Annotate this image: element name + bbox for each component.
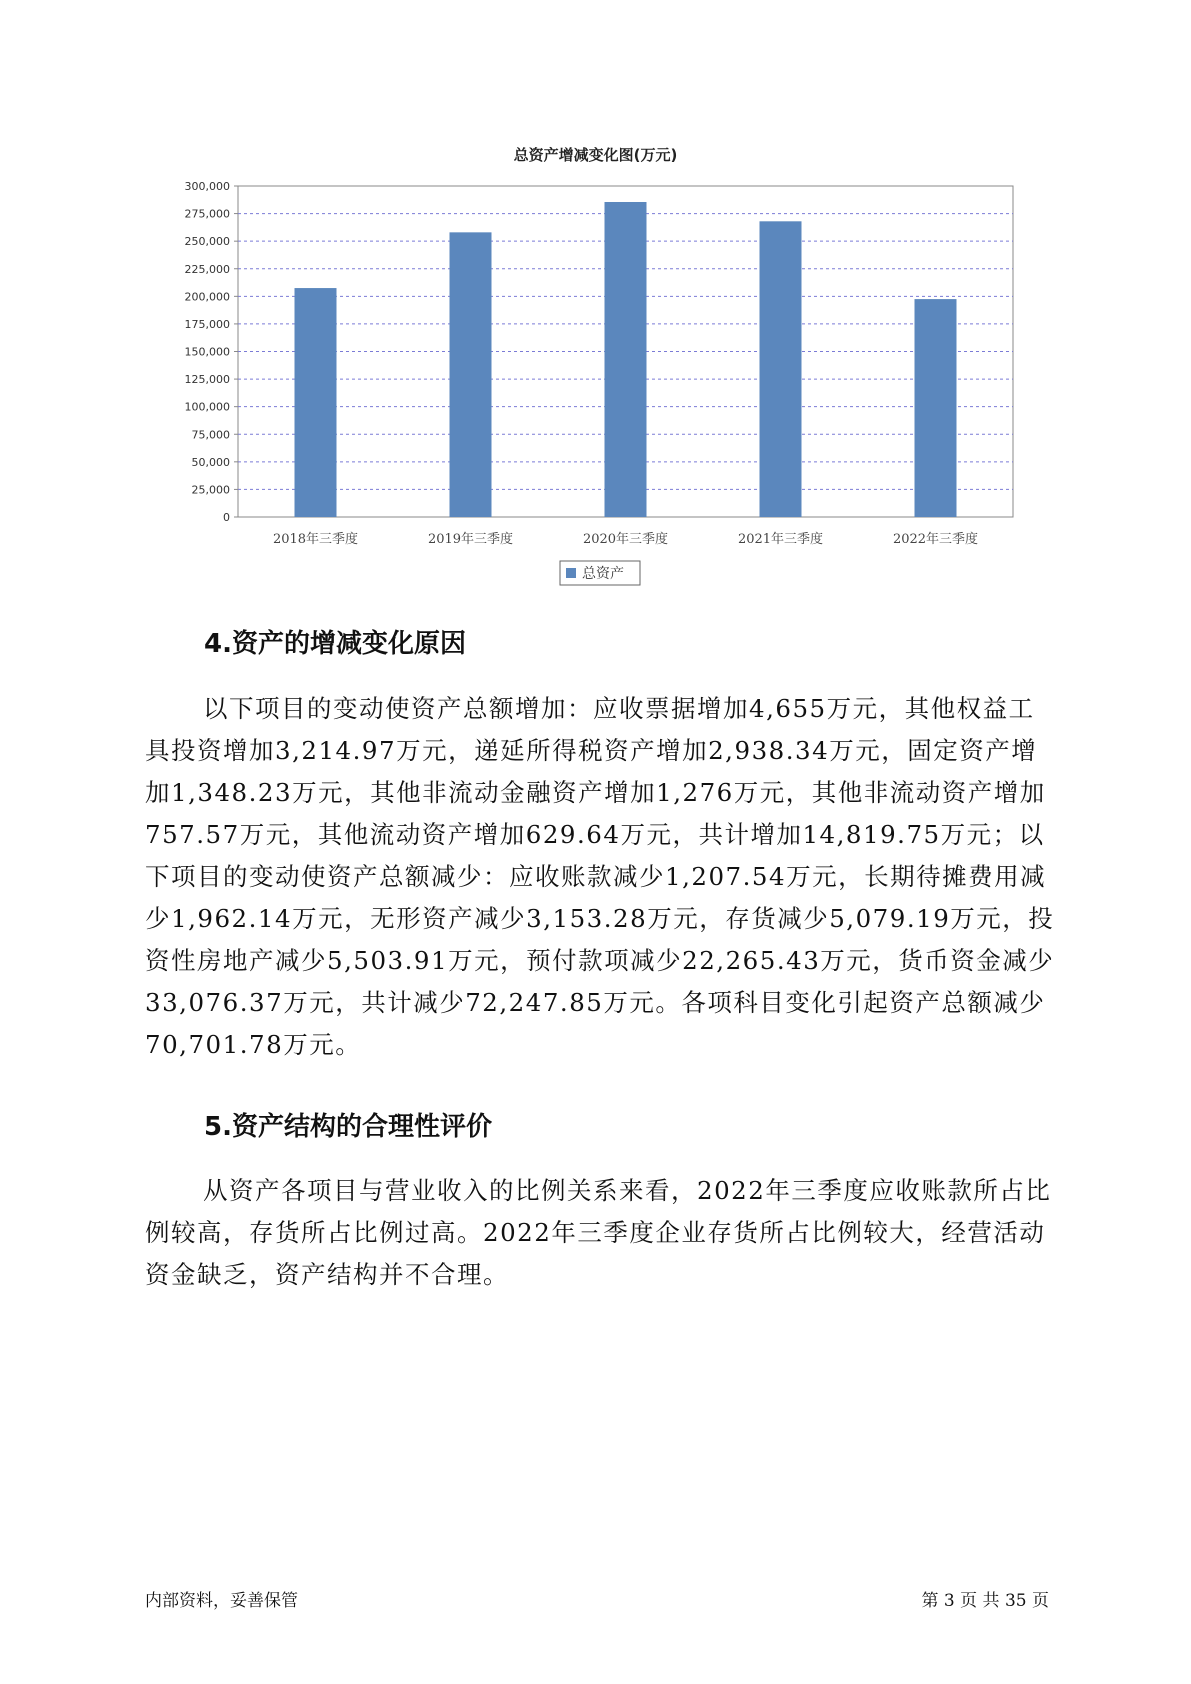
- y-tick-label: 0: [223, 511, 230, 524]
- section-5-text: 从资产各项目与营业收入的比例关系来看，2022年三季度应收账款所占比例较高，存货所占比例过高。2022年三季度企业存货所占比例较大，经营活动资金缺乏，资产结构并不合理。: [145, 1176, 1052, 1289]
- y-tick-label: 150,000: [184, 345, 230, 359]
- x-tick-label: 2022年三季度: [892, 532, 979, 547]
- y-tick-label: 25,000: [191, 483, 230, 497]
- bar: [450, 232, 492, 517]
- y-tick-label: 200,000: [184, 290, 230, 304]
- x-tick-label: 2019年三季度: [427, 532, 514, 547]
- y-tick-label: 275,000: [184, 207, 230, 221]
- footer-confidential-note: 内部资料，妥善保管: [145, 1591, 298, 1611]
- x-tick-label: 2021年三季度: [737, 532, 824, 547]
- y-tick-label: 225,000: [184, 262, 230, 276]
- y-tick-label: 50,000: [191, 455, 230, 469]
- section-4-heading: 4.资产的增减变化原因: [204, 629, 466, 659]
- x-tick-label: 2020年三季度: [582, 532, 669, 547]
- y-tick-label: 175,000: [184, 317, 230, 331]
- section-4-paragraph: [145, 688, 1057, 1066]
- legend-label: 总资产: [582, 566, 624, 582]
- y-tick-label: 300,000: [184, 180, 230, 193]
- bar: [915, 299, 957, 517]
- y-tick-label: 75,000: [191, 428, 230, 442]
- y-tick-label: 250,000: [184, 235, 230, 249]
- x-tick-label: 2018年三季度: [272, 532, 359, 547]
- chart-title: 总资产增减变化图(万元): [513, 146, 678, 164]
- legend: [560, 561, 640, 585]
- legend-swatch: [566, 568, 576, 578]
- bar: [760, 221, 802, 517]
- section-4-text: 以下项目的变动使资产总额增加：应收票据增加4,655万元，其他权益工具投资增加3,214.97万元，递延所得税资产增加2,938.34万元，固定资产增加1,348.23万元，其他非流动金融资产增加1,276万元，其他非流动资产增加757.57万元，其他流动资产增加629.64万元，共计增加14,819.75万元；以下项目的变动使资产总额减少：应收账款减少1,207.54万元，长期待摊费用减少1,962.14万元，无形资产减少3,153.28万元，存货减少5,079.19万元，投资性房地产减少5,503.91万元，预付款项减少22,265.43万元，货币资金减少33,076.37万元，共计减少72,247.85万元。各项科目变化引起资产总额减少70,701.78万元。: [145, 694, 1055, 1059]
- bar: [295, 288, 337, 517]
- footer-page-number: 第 3 页 共 35 页: [921, 1591, 1049, 1611]
- bar-chart: [0, 0, 1191, 600]
- section-5-heading: 5.资产结构的合理性评价: [204, 1112, 492, 1142]
- bar: [605, 202, 647, 517]
- y-tick-label: 125,000: [184, 373, 230, 387]
- section-5-paragraph: [145, 1170, 1057, 1296]
- y-tick-label: 100,000: [184, 400, 230, 414]
